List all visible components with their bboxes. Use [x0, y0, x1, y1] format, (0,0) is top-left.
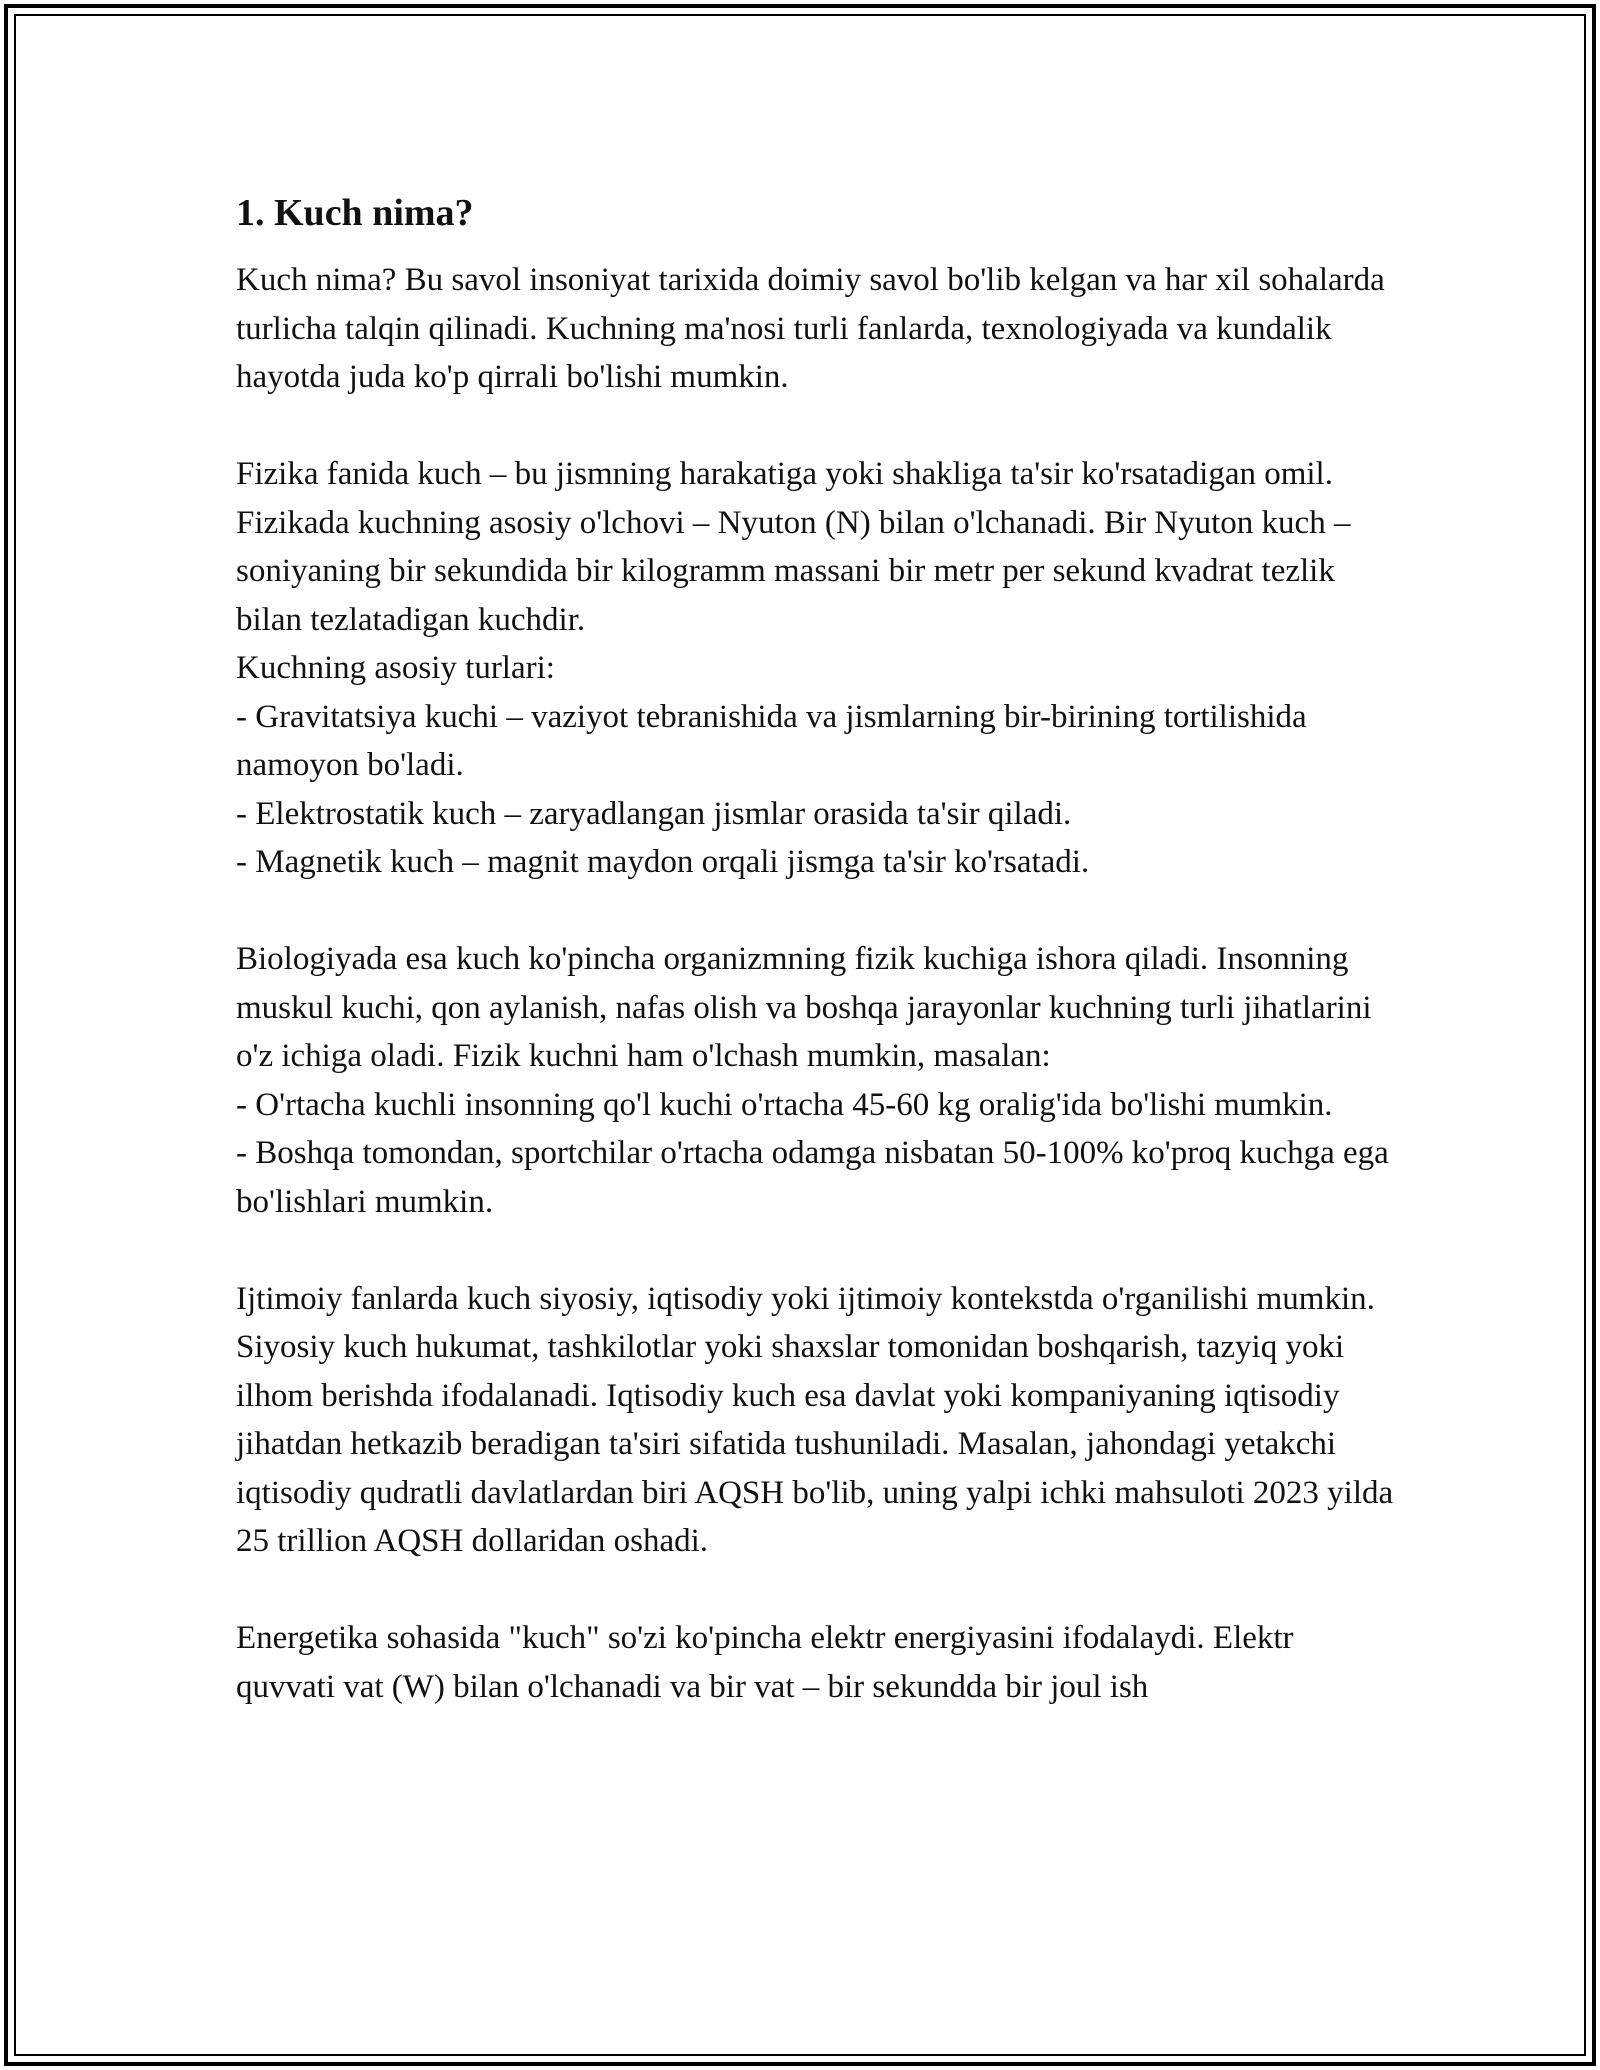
- paragraph-line: Energetika sohasida "kuch" so'zi ko'pincha elektr energiyasini ifodalaydi. Elektr quvvati vat (W) bilan o'lchanadi va bir vat – bir sekundda bir joul ish: [236, 1620, 1294, 1705]
- paragraph-intro: [236, 256, 1396, 402]
- list-item: - Elektrostatik kuch – zaryadlangan jismlar orasida ta'sir qiladi.: [236, 795, 1072, 832]
- paragraph-physics: [236, 450, 1396, 887]
- paragraph-line: Ijtimoiy fanlarda kuch siyosiy, iqtisodiy yoki ijtimoiy kontekstda o'rganilishi mumkin. Siyosiy kuch hukumat, tashkilotlar yoki shaxslar tomonidan boshqarish, tazyiq yoki ilhom berishda ifodalanadi. Iqtisodiy kuch esa davlat yoki kompaniyaning iqtisodiy jihatdan hetkazib beradigan ta'siri sifatida tushuniladi. Masalan, jahondagi yetakchi iqtisodiy qudratli davlatlardan biri AQSH bo'lib, uning yalpi ichki mahsuloti 2023 yilda 25 trillion AQSH dollaridan oshadi.: [236, 1280, 1394, 1559]
- paragraph-energy: [236, 1614, 1396, 1711]
- section-heading: 1. Kuch nima?: [236, 192, 474, 234]
- list-item: - O'rtacha kuchli insonning qo'l kuchi o'rtacha 45-60 kg oralig'ida bo'lishi mumkin.: [236, 1086, 1333, 1123]
- list-heading: Kuchning asosiy turlari:: [236, 650, 555, 686]
- paragraph-line: Biologiyada esa kuch ko'pincha organizmning fizik kuchiga ishora qiladi. Insonning muskul kuchi, qon aylanish, nafas olish va boshqa jarayonlar kuchning turli jihatlarini o'z ichiga oladi. Fizik kuchni ham o'lchash mumkin, masalan:: [236, 941, 1372, 1074]
- document-body: [236, 186, 1396, 1760]
- list-item: - Boshqa tomondan, sportchilar o'rtacha odamga nisbatan 50-100% ko'proq kuchga ega bo'lishlari mumkin.: [236, 1135, 1389, 1220]
- paragraph-line: Kuch nima? Bu savol insoniyat tarixida doimiy savol bo'lib kelgan va har xil sohalarda turlicha talqin qilinadi. Kuchning ma'nosi turli fanlarda, texnologiyada va kundalik hayotda juda ko'p qirrali bo'lishi mumkin.: [236, 262, 1385, 395]
- list-item: - Gravitatsiya kuchi – vaziyot tebranishida va jismlarning bir-birining tortilishida namoyon bo'ladi.: [236, 698, 1307, 783]
- list-item: - Magnetik kuch – magnit maydon orqali jismga ta'sir ko'rsatadi.: [236, 844, 1090, 880]
- paragraph-biology: [236, 935, 1396, 1226]
- paragraph-line: Fizika fanida kuch – bu jismning harakatiga yoki shakliga ta'sir ko'rsatadigan omil. Fizikada kuchning asosiy o'lchovi – Nyuton (N) bilan o'lchanadi. Bir Nyuton kuch – soniyaning bir sekundida bir kilogramm massani bir metr per sekund kvadrat tezlik bilan tezlatadigan kuchdir.: [236, 456, 1351, 638]
- paragraph-social: [236, 1275, 1396, 1566]
